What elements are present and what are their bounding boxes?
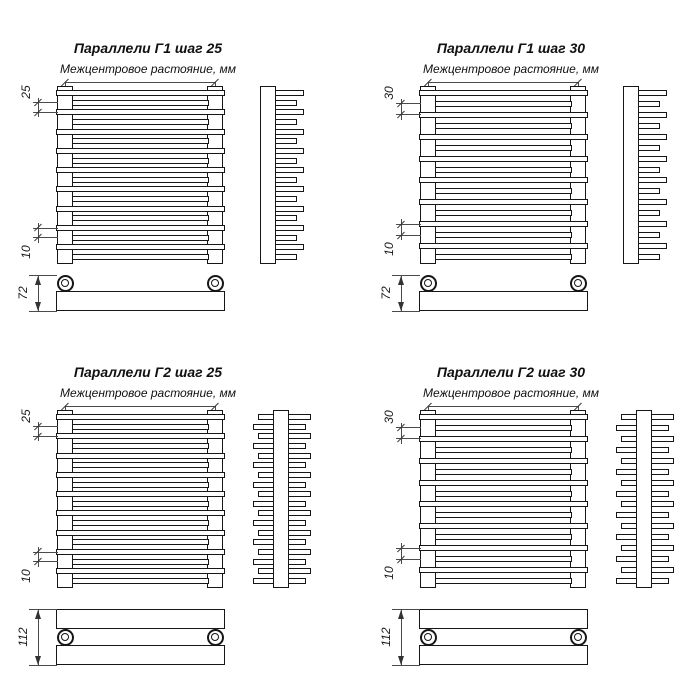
plan-extension-line: [392, 311, 420, 312]
side-view-tube-tooth-left: [258, 453, 274, 459]
pipe-port-circle-inner: [574, 279, 582, 287]
side-view-tube-tooth: [638, 156, 667, 162]
side-view-tube-tooth-right: [651, 414, 674, 420]
tube-bar-back: [72, 520, 209, 526]
side-view-tube-tooth: [275, 244, 304, 250]
side-view-tube-tooth: [638, 167, 660, 173]
side-view-tube-tooth-left: [258, 510, 274, 516]
dimension-arrow-up: [398, 276, 404, 285]
tube-bar-back: [72, 462, 209, 468]
tube-bar-front: [419, 414, 588, 420]
side-view-tube-tooth-left: [258, 530, 274, 536]
pipe-port-circle-inner: [211, 633, 219, 641]
tube-bar-front: [56, 148, 225, 154]
dimension-arrow-down: [398, 656, 404, 665]
side-view-tube-tooth: [638, 188, 660, 194]
side-view-tube-tooth: [638, 112, 667, 118]
pitch-dimension-label: 25: [19, 408, 33, 423]
side-view-tube-tooth-left: [621, 414, 637, 420]
side-view-tube-tooth-right: [288, 443, 306, 449]
tube-bar-front: [56, 568, 225, 574]
side-view-tube-tooth: [638, 134, 667, 140]
side-view-tube-tooth-right: [288, 539, 306, 545]
side-view-tube-tooth-left: [258, 472, 274, 478]
tube-bar-front: [56, 453, 225, 459]
tube-bar-front: [56, 225, 225, 231]
side-view-tube-tooth: [638, 210, 660, 216]
side-view-tube-tooth-left: [253, 482, 274, 488]
tube-bar-back: [435, 188, 572, 194]
pitch-dimension-label: 25: [19, 84, 33, 99]
tube-bar-front: [419, 567, 588, 573]
side-view-tube-tooth-left: [616, 447, 637, 453]
pipe-port-circle: [420, 629, 437, 646]
center-distance-dimension-line: [428, 406, 578, 407]
side-view-tube-tooth-right: [288, 559, 306, 565]
tube-bar-front: [419, 545, 588, 551]
tube-bar-back: [435, 101, 572, 107]
side-view-tube-tooth-left: [621, 480, 637, 486]
pipe-port-circle: [420, 275, 437, 292]
tube-bar-back: [435, 578, 572, 584]
tube-bar-front: [419, 480, 588, 486]
dimension-arrow-down: [35, 302, 41, 311]
side-view-tube-tooth: [275, 206, 304, 212]
tube-bar-back: [435, 447, 572, 453]
side-view-tube-tooth-right: [651, 501, 674, 507]
side-view-tube-tooth: [275, 129, 304, 135]
tube-bar-back: [435, 469, 572, 475]
tube-bar-front: [419, 112, 588, 118]
side-view-tube-tooth-right: [651, 567, 674, 573]
pipe-port-circle: [57, 275, 74, 292]
plan-extension-line: [29, 665, 57, 666]
side-view-tube-tooth-right: [651, 512, 669, 518]
side-view-rail: [260, 86, 276, 264]
dimension-arrow-up: [398, 610, 404, 619]
tube-bar-back: [435, 425, 572, 431]
tube-bar-front: [56, 129, 225, 135]
center-distance-dimension-line: [65, 82, 215, 83]
side-view-tube-tooth-left: [253, 578, 274, 584]
figure-parallels-g2-step30: [363, 324, 700, 700]
pipe-port-circle-inner: [61, 279, 69, 287]
plan-extension-line: [392, 275, 420, 276]
dimension-arrow-down: [398, 302, 404, 311]
side-view-tube-tooth-left: [258, 549, 274, 555]
tube-bar-back: [435, 232, 572, 238]
side-view-tube-tooth: [275, 90, 304, 96]
side-view-tube-tooth-left: [253, 520, 274, 526]
tube-bar-front: [419, 221, 588, 227]
side-view-tube-tooth-right: [651, 534, 669, 540]
center-distance-dimension-line: [428, 82, 578, 83]
side-view-tube-tooth-left: [253, 501, 274, 507]
tube-bar-front: [56, 549, 225, 555]
tube-bar-front: [56, 414, 225, 420]
side-view-tube-tooth: [638, 243, 667, 249]
side-view-tube-tooth-left: [621, 436, 637, 442]
tube-bar-back: [72, 196, 209, 202]
tube-bar-back: [72, 539, 209, 545]
tube-bar-front: [56, 530, 225, 536]
gap-dimension-label: 10: [382, 242, 396, 256]
side-view-tube-tooth: [275, 225, 304, 231]
side-view-rail: [273, 410, 289, 588]
side-view-tube-tooth-left: [253, 424, 274, 430]
plan-depth-dimension-label: 112: [16, 627, 30, 647]
figure-title: Параллели Г2 шаг 30: [436, 364, 586, 380]
side-view-tube-tooth-left: [616, 425, 637, 431]
plan-view-body-front: [56, 609, 225, 629]
center-distance-label: Межцентровое растояние, мм: [60, 62, 236, 76]
side-view-rail: [636, 410, 652, 588]
plan-depth-dimension-label: 72: [16, 286, 30, 300]
tube-bar-back: [435, 145, 572, 151]
side-view-tube-tooth: [275, 215, 297, 221]
side-view-tube-tooth: [638, 101, 660, 107]
tube-bar-back: [435, 167, 572, 173]
side-view-tube-tooth-right: [288, 453, 311, 459]
side-view-tube-tooth-left: [616, 556, 637, 562]
tube-bar-front: [419, 523, 588, 529]
side-view-tube-tooth: [275, 100, 297, 106]
pipe-port-circle-inner: [61, 633, 69, 641]
side-view-tube-tooth: [275, 138, 297, 144]
center-distance-label: Межцентровое растояние, мм: [60, 386, 236, 400]
side-view-tube-tooth: [275, 148, 304, 154]
tube-bar-front: [419, 243, 588, 249]
tube-bar-back: [72, 443, 209, 449]
tube-bar-back: [435, 512, 572, 518]
plan-extension-line: [29, 609, 57, 610]
tube-bar-back: [72, 482, 209, 488]
tube-bar-back: [435, 210, 572, 216]
side-view-tube-tooth-left: [258, 433, 274, 439]
tube-bar-back: [72, 138, 209, 144]
side-view-tube-tooth: [275, 177, 297, 183]
tube-bar-front: [419, 177, 588, 183]
side-view-tube-tooth-left: [616, 469, 637, 475]
center-distance-label: Межцентровое растояние, мм: [423, 386, 599, 400]
plan-view-body-back: [56, 645, 225, 665]
tube-bar-back: [72, 119, 209, 125]
plan-depth-dimension-label: 112: [379, 627, 393, 647]
side-view-tube-tooth-left: [616, 512, 637, 518]
side-view-tube-tooth: [638, 221, 667, 227]
tube-bar-front: [56, 90, 225, 96]
tube-bar-front: [419, 90, 588, 96]
tube-bar-back: [72, 158, 209, 164]
tube-bar-front: [419, 156, 588, 162]
pipe-port-circle-inner: [424, 279, 432, 287]
side-view-tube-tooth: [638, 232, 660, 238]
side-view-tube-tooth-right: [288, 549, 311, 555]
side-view-tube-tooth: [275, 167, 304, 173]
gap-dimension-label: 10: [19, 245, 33, 259]
side-view-tube-tooth-right: [288, 433, 311, 439]
tube-bar-back: [435, 556, 572, 562]
tube-bar-back: [72, 100, 209, 106]
side-view-tube-tooth: [638, 145, 660, 151]
side-view-tube-tooth-left: [621, 458, 637, 464]
gap-dimension-label: 10: [382, 566, 396, 580]
figure-title: Параллели Г1 шаг 25: [73, 40, 223, 56]
side-view-tube-tooth: [638, 90, 667, 96]
plan-view-body: [419, 291, 588, 311]
plan-depth-dimension-label: 72: [379, 286, 393, 300]
tube-bar-front: [419, 458, 588, 464]
figure-title: Параллели Г2 шаг 25: [73, 364, 223, 380]
tube-bar-front: [56, 510, 225, 516]
side-view-tube-tooth-right: [288, 472, 311, 478]
dimension-arrow-up: [35, 610, 41, 619]
side-view-tube-tooth: [275, 158, 297, 164]
tube-bar-front: [56, 186, 225, 192]
pipe-port-circle-inner: [574, 633, 582, 641]
side-view-rail: [623, 86, 639, 264]
figure-parallels-g1-step30: [363, 0, 700, 376]
tube-bar-back: [72, 424, 209, 430]
side-view-tube-tooth-left: [616, 534, 637, 540]
side-view-tube-tooth: [275, 196, 297, 202]
pitch-dimension-label: 30: [382, 410, 396, 424]
side-view-tube-tooth-right: [651, 425, 669, 431]
center-distance-dimension-line: [65, 406, 215, 407]
side-view-tube-tooth-right: [288, 501, 306, 507]
center-distance-label: Межцентровое растояние, мм: [423, 62, 599, 76]
side-view-tube-tooth-left: [253, 462, 274, 468]
pitch-dimension-label: 30: [382, 86, 396, 100]
pipe-port-circle: [570, 275, 587, 292]
side-view-tube-tooth: [638, 254, 660, 260]
side-view-tube-tooth-right: [288, 530, 311, 536]
tube-bar-front: [56, 472, 225, 478]
side-view-tube-tooth-left: [621, 523, 637, 529]
plan-extension-line: [29, 311, 57, 312]
side-view-tube-tooth: [275, 109, 304, 115]
dimension-arrow-up: [35, 276, 41, 285]
pipe-port-circle-inner: [211, 279, 219, 287]
side-view-tube-tooth-right: [651, 556, 669, 562]
side-view-tube-tooth-right: [288, 462, 306, 468]
figure-parallels-g2-step25: [0, 324, 363, 700]
side-view-tube-tooth-right: [651, 491, 669, 497]
tube-bar-back: [72, 215, 209, 221]
side-view-tube-tooth-left: [616, 578, 637, 584]
tube-bar-front: [56, 167, 225, 173]
tube-bar-front: [419, 134, 588, 140]
side-view-tube-tooth-right: [288, 578, 306, 584]
tube-bar-front: [419, 501, 588, 507]
side-view-tube-tooth: [275, 119, 297, 125]
side-view-tube-tooth-right: [651, 523, 674, 529]
pipe-port-circle: [207, 629, 224, 646]
tube-bar-front: [419, 199, 588, 205]
side-view-tube-tooth-left: [258, 568, 274, 574]
side-view-tube-tooth-right: [288, 520, 306, 526]
tube-bar-back: [435, 254, 572, 260]
pipe-port-circle-inner: [424, 633, 432, 641]
side-view-tube-tooth-right: [651, 436, 674, 442]
side-view-tube-tooth: [275, 254, 297, 260]
side-view-tube-tooth-left: [258, 414, 274, 420]
plan-extension-line: [29, 275, 57, 276]
tube-bar-front: [56, 433, 225, 439]
side-view-tube-tooth-right: [651, 447, 669, 453]
dimension-arrow-down: [35, 656, 41, 665]
side-view-tube-tooth-right: [288, 482, 306, 488]
side-view-tube-tooth-right: [288, 568, 311, 574]
side-view-tube-tooth-right: [288, 491, 311, 497]
tube-bar-front: [419, 436, 588, 442]
pipe-port-circle: [207, 275, 224, 292]
side-view-tube-tooth: [275, 186, 304, 192]
tube-bar-back: [72, 254, 209, 260]
side-view-tube-tooth-right: [651, 469, 669, 475]
side-view-tube-tooth-right: [288, 424, 306, 430]
tube-bar-back: [72, 559, 209, 565]
side-view-tube-tooth: [638, 123, 660, 129]
tube-bar-back: [72, 177, 209, 183]
figure-parallels-g1-step25: [0, 0, 363, 376]
tube-bar-back: [72, 501, 209, 507]
tube-bar-front: [56, 491, 225, 497]
side-view-tube-tooth-left: [621, 501, 637, 507]
tube-bar-back: [435, 534, 572, 540]
side-view-tube-tooth-left: [253, 559, 274, 565]
side-view-tube-tooth-right: [651, 480, 674, 486]
side-view-tube-tooth: [275, 235, 297, 241]
side-view-tube-tooth-right: [288, 414, 311, 420]
side-view-tube-tooth-left: [253, 443, 274, 449]
plan-view-body: [56, 291, 225, 311]
gap-dimension-label: 10: [19, 569, 33, 583]
side-view-tube-tooth-right: [651, 545, 674, 551]
tube-bar-back: [72, 235, 209, 241]
tube-bar-back: [435, 123, 572, 129]
tube-bar-front: [56, 244, 225, 250]
side-view-tube-tooth-left: [621, 545, 637, 551]
pipe-port-circle: [570, 629, 587, 646]
side-view-tube-tooth-left: [258, 491, 274, 497]
tube-bar-front: [56, 109, 225, 115]
side-view-tube-tooth-right: [288, 510, 311, 516]
side-view-tube-tooth-right: [651, 578, 669, 584]
plan-extension-line: [392, 609, 420, 610]
side-view-tube-tooth: [638, 199, 667, 205]
tube-bar-back: [435, 491, 572, 497]
plan-view-body-back: [419, 645, 588, 665]
side-view-tube-tooth: [638, 177, 667, 183]
side-view-tube-tooth-left: [616, 491, 637, 497]
side-view-tube-tooth-left: [621, 567, 637, 573]
tube-bar-front: [56, 206, 225, 212]
plan-view-body-front: [419, 609, 588, 629]
tube-bar-back: [72, 578, 209, 584]
plan-extension-line: [392, 665, 420, 666]
figure-title: Параллели Г1 шаг 30: [436, 40, 586, 56]
side-view-tube-tooth-left: [253, 539, 274, 545]
pipe-port-circle: [57, 629, 74, 646]
side-view-tube-tooth-right: [651, 458, 674, 464]
